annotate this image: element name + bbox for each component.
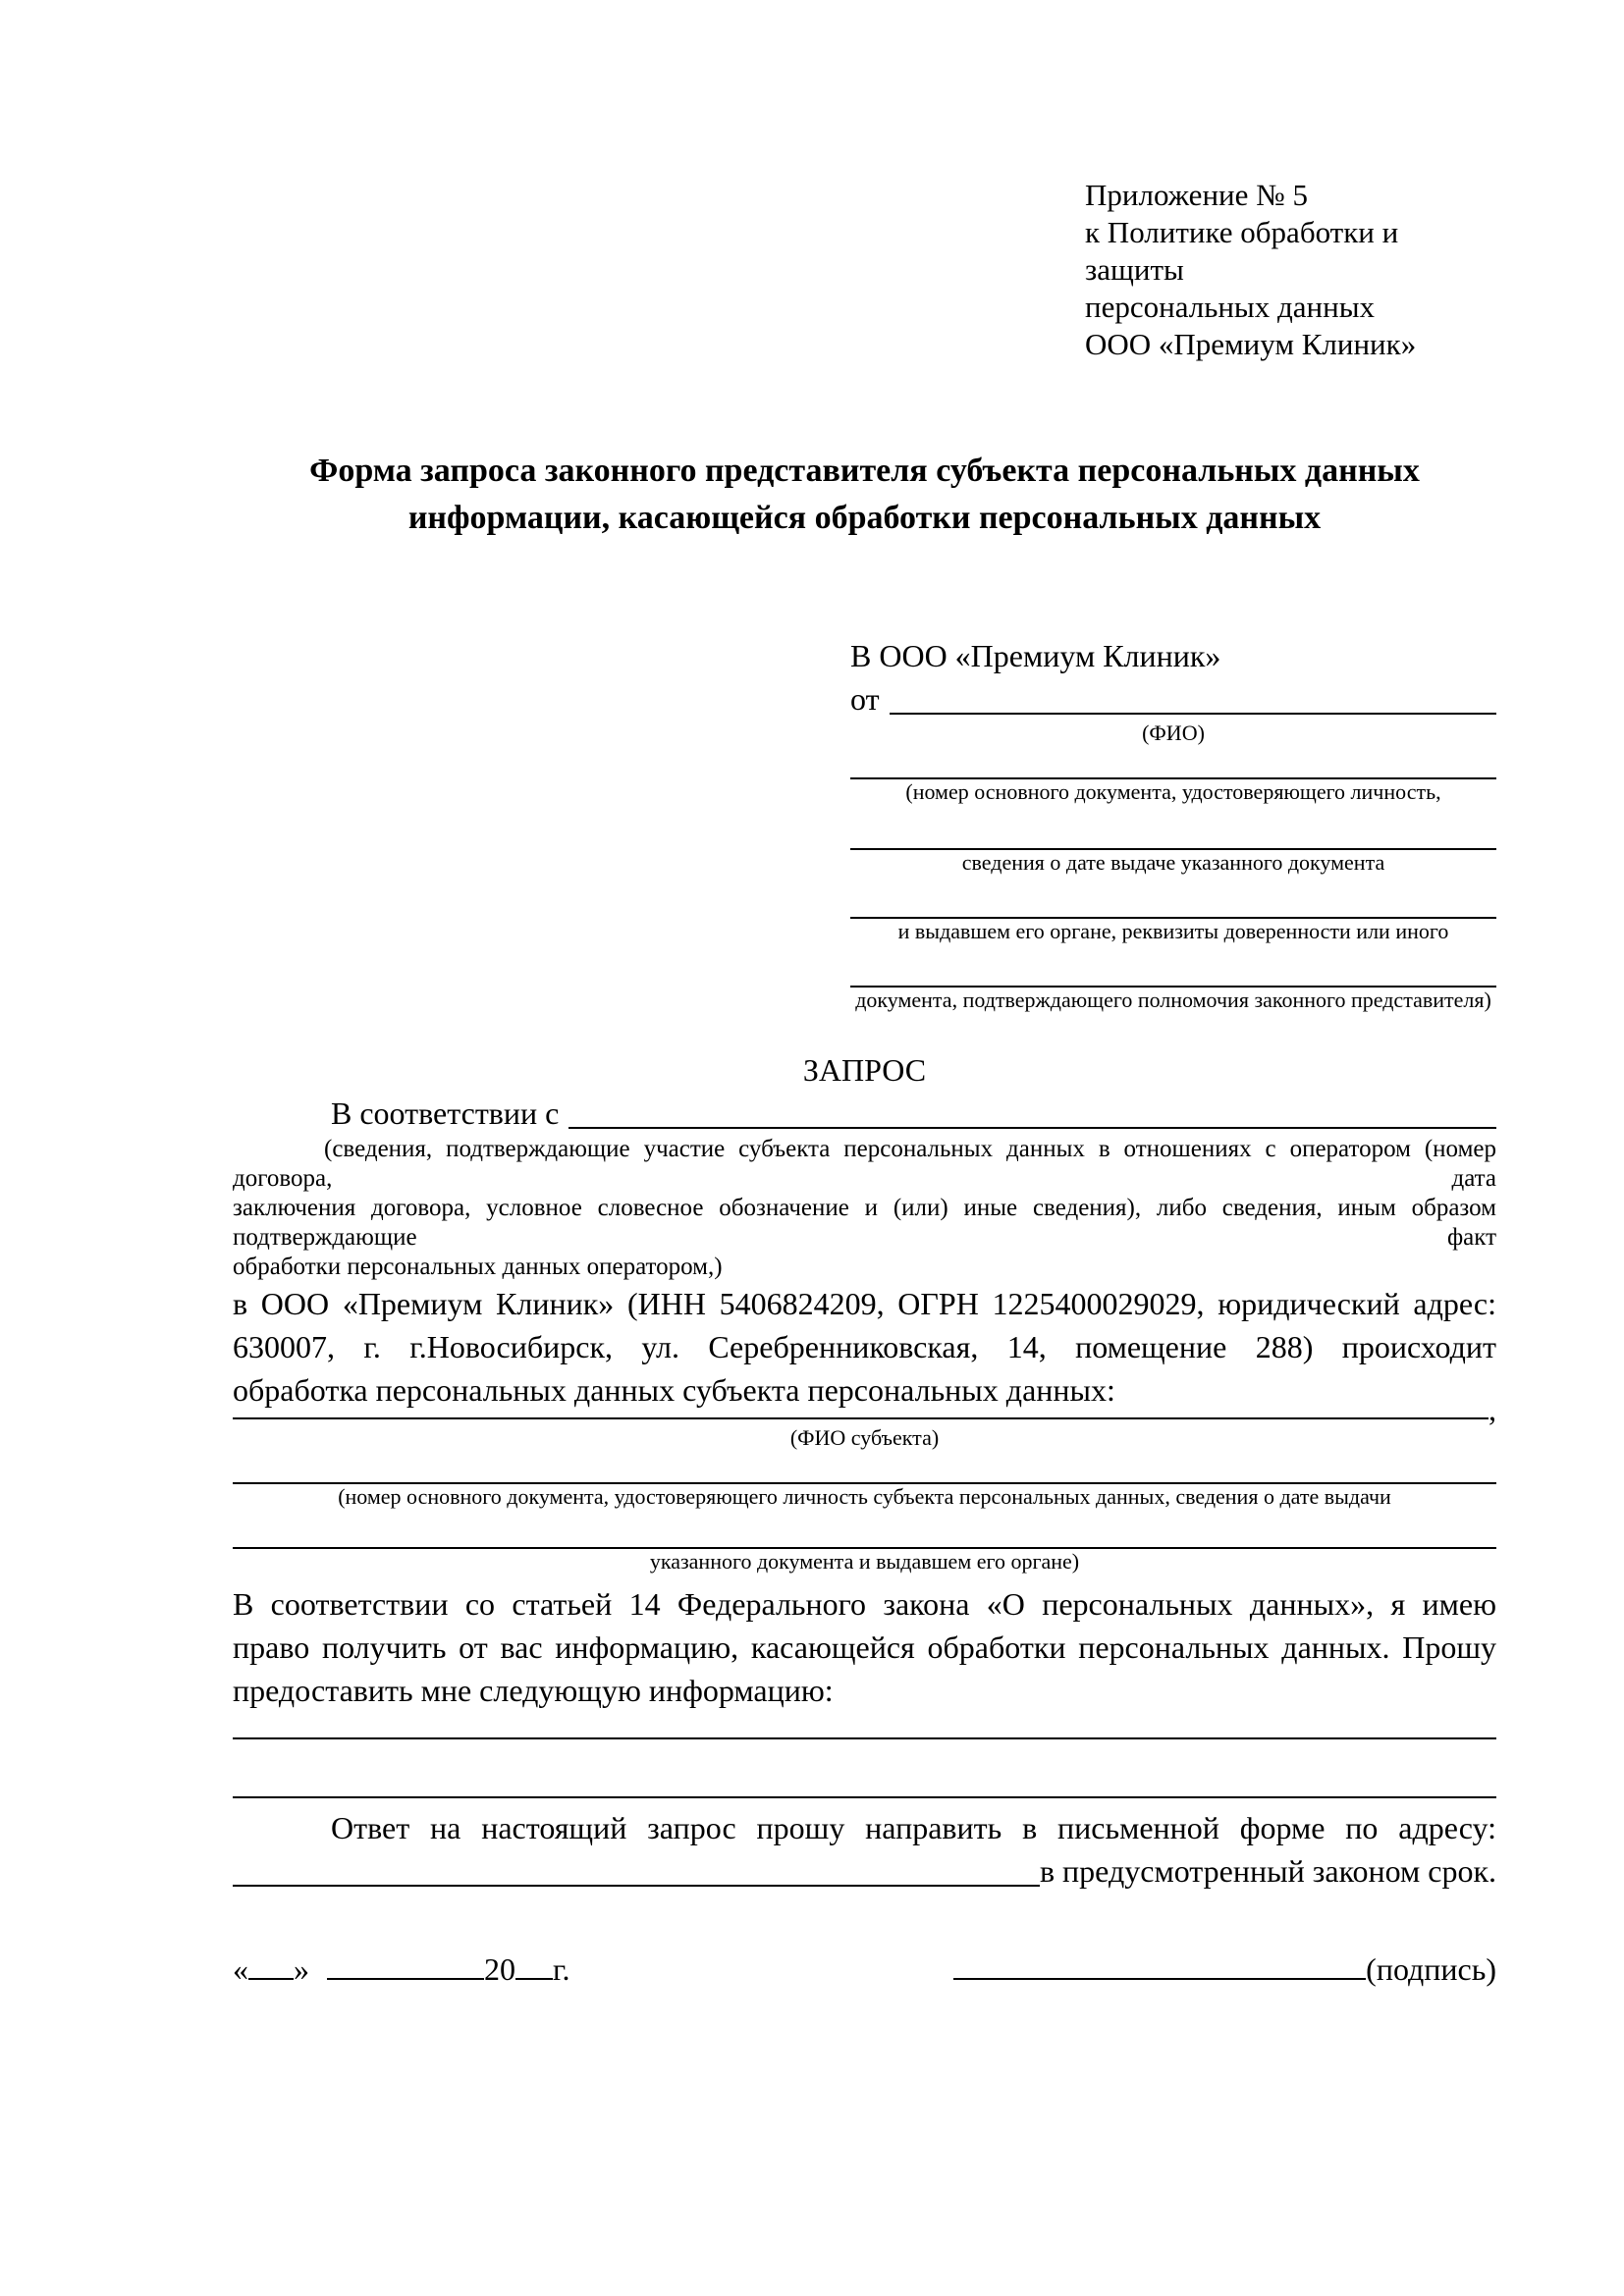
intro-prefix: В соответствии с: [331, 1095, 560, 1131]
reply-address-blank-line: [233, 1849, 1040, 1887]
date-month-blank-line: [327, 1978, 484, 1980]
from-blank-line: [890, 677, 1496, 715]
form-title-line: Форма запроса законного представителя субъекта персональных данных: [309, 453, 1420, 489]
subject-fio-caption: (ФИО субъекта): [789, 1425, 940, 1450]
fio-caption: (ФИО): [1142, 721, 1205, 745]
subject-doc-blank-line-1: [233, 1451, 1496, 1484]
rep-doc-blank-line-3: [850, 876, 1496, 919]
addressee-block: [850, 634, 1496, 1013]
operator-paragraph-line: в ООО «Премиум Клиник» (ИНН 5406824209, ОГРН 1225400029029, юридический адрес:: [233, 1286, 1496, 1321]
date-group: [233, 1948, 570, 1991]
request-heading: ЗАПРОС: [802, 1052, 927, 1088]
date-year-blank-line: [515, 1978, 553, 1980]
law-paragraph: [233, 1582, 1496, 1712]
law-paragraph-line: право получить от вас информацию, касающейся обработки персональных данных. Прошу: [233, 1629, 1496, 1665]
intro-note: [233, 1135, 1496, 1282]
operator-paragraph-line: обработка персональных данных субъекта персональных данных:: [233, 1372, 1115, 1408]
rep-doc-blank-line-1: [850, 746, 1496, 779]
subject-fio-blank-line: [233, 1400, 1489, 1419]
subject-doc-caption-1: (номер основного документа, удостоверяющего личность субъекта персональных данных, сведения о дате выдачи: [338, 1484, 1391, 1509]
rep-doc-caption-2: сведения о дате выдаче указанного документа: [961, 850, 1385, 875]
date-quote-open: «: [233, 1951, 248, 1987]
date-day-blank-line: [248, 1978, 294, 1980]
intro-row: [233, 1092, 1496, 1135]
rep-doc-blank-line-4: [850, 944, 1496, 988]
subject-doc-blank-line-2: [233, 1510, 1496, 1549]
intro-note-line: заключения договора, условное словесное обозначение и (или) иные сведения), либо сведения, иным образом подтверждающие факт: [233, 1195, 1496, 1251]
rep-doc-caption-3: и выдавшем его органе, реквизиты доверенности или иного: [897, 919, 1449, 943]
law-paragraph-line: предоставить мне следующую информацию:: [233, 1673, 834, 1708]
annex-line: ООО «Премиум Клиник»: [1085, 327, 1417, 361]
reply-suffix: в предусмотренный законом срок.: [1039, 1853, 1496, 1889]
addressee-to: В ООО «Премиум Клиник»: [850, 638, 1221, 673]
signature-caption: (подпись): [1366, 1951, 1496, 1987]
law-paragraph-line: В соответствии со статьей 14 Федерального закона «О персональных данных», я имею: [233, 1586, 1496, 1622]
rep-doc-blank-line-2: [850, 805, 1496, 850]
annex-block: [1085, 177, 1496, 363]
annex-line: Приложение № 5: [1085, 178, 1308, 212]
operator-paragraph: [233, 1282, 1496, 1412]
subject-comma: ,: [1489, 1392, 1496, 1427]
date-quote-close: »: [294, 1951, 309, 1987]
intro-note-line: (сведения, подтверждающие участие субъекта персональных данных в отношениях с оператором (номер договора, дата: [233, 1136, 1496, 1192]
intro-blank-line: [568, 1092, 1496, 1129]
reply-paragraph-line: Ответ на настоящий запрос прошу направить в письменной форме по адресу:: [331, 1810, 1496, 1845]
form-title: [233, 448, 1496, 542]
from-row: [850, 677, 1496, 721]
signature-group: [953, 1948, 1496, 1991]
info-blank-line-1: [233, 1712, 1496, 1739]
date-year-prefix: 20: [484, 1951, 515, 1987]
form-title-line: информации, касающейся обработки персональных данных: [407, 500, 1322, 536]
from-label: от: [850, 681, 880, 717]
operator-paragraph-line: 630007, г. г.Новосибирск, ул. Серебренниковская, 14, помещение 288) происходит: [233, 1329, 1496, 1364]
subject-doc-caption-2: указанного документа и выдавшем его органе): [649, 1549, 1080, 1574]
signature-blank-line: [953, 1978, 1366, 1980]
reply-address-row: [233, 1849, 1496, 1893]
annex-line: персональных данных: [1085, 290, 1376, 324]
subject-fio-blank-row: [233, 1392, 1496, 1427]
intro-note-line: обработки персональных данных оператором,): [233, 1254, 723, 1280]
date-year-suffix: г.: [553, 1951, 570, 1987]
footer-row: [233, 1948, 1496, 1991]
rep-doc-caption-1: (номер основного документа, удостоверяющего личность,: [905, 779, 1441, 804]
annex-line: к Политике обработки и защиты: [1085, 215, 1399, 287]
info-blank-line-2: [233, 1739, 1496, 1798]
rep-doc-caption-4: документа, подтверждающего полномочия законного представителя): [855, 988, 1491, 1012]
